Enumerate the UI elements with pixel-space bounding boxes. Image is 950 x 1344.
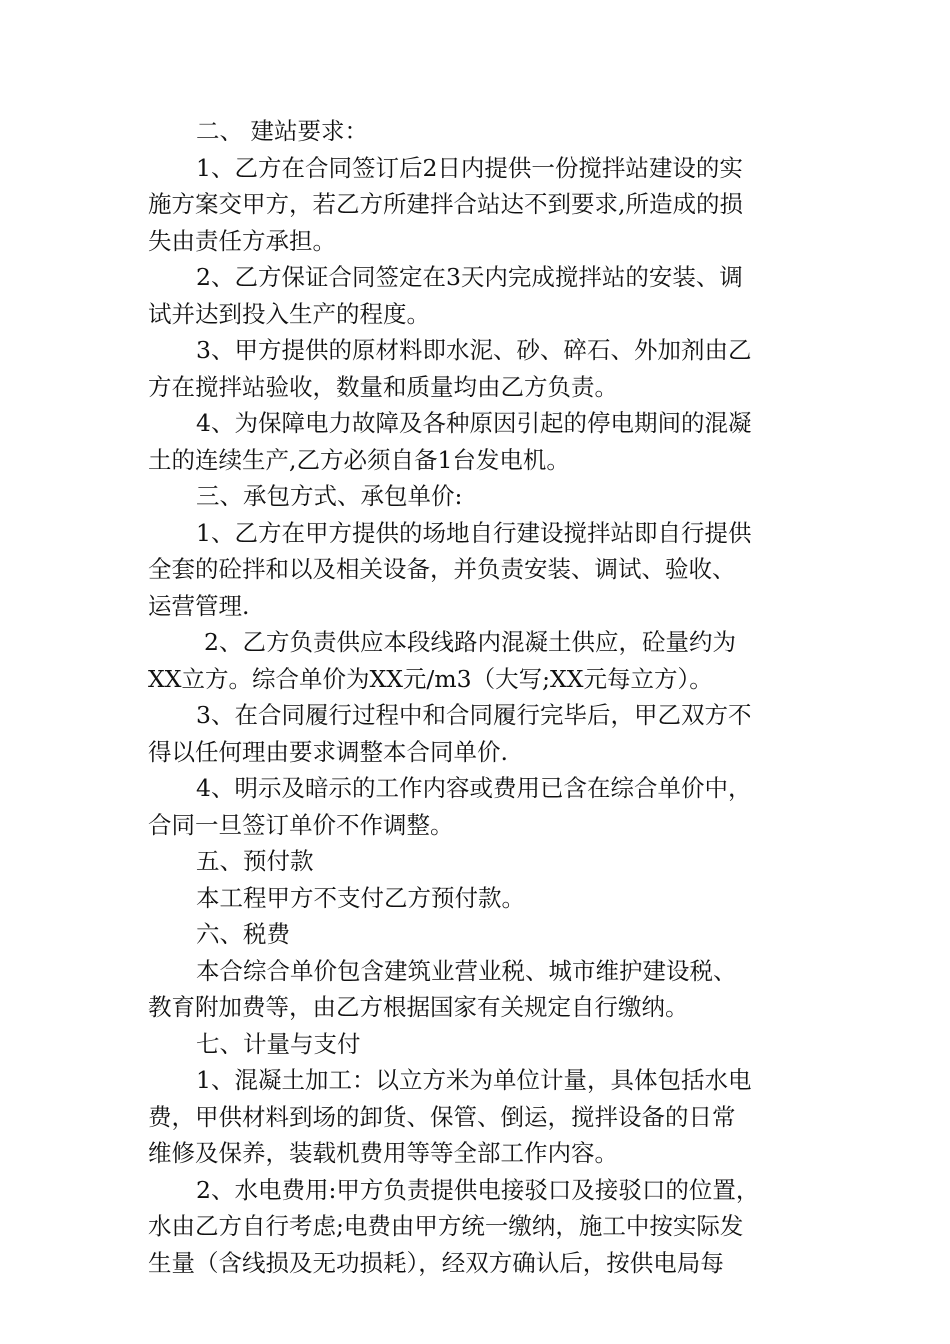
- text-line: 1、混凝土加工：以立方米为单位计量，具体包括水电: [196, 1066, 752, 1094]
- text-line: XX立方。综合单价为XX元/m3（大写;XX元每立方）。: [148, 664, 713, 693]
- text-line: 4、为保障电力故障及各种原因引起的停电期间的混凝: [196, 409, 752, 437]
- text-line: 水由乙方自行考虑;电费由甲方统一缴纳，施工中按实际发: [148, 1212, 744, 1240]
- text-line: 1、乙方在合同签订后2日内提供一份搅拌站建设的实: [196, 153, 743, 182]
- text-line: 施方案交甲方，若乙方所建拌合站达不到要求,所造成的损: [148, 190, 743, 218]
- text-line: 五、预付款: [196, 847, 314, 875]
- text-line: 试并达到投入生产的程度。: [148, 299, 430, 328]
- text-line: 得以任何理由要求调整本合同单价.: [148, 737, 508, 766]
- text-line: 三、承包方式、承包单价:: [196, 482, 463, 510]
- text-line: 方在搅拌站验收，数量和质量均由乙方负责。: [148, 372, 618, 401]
- text-line: 维修及保养，装载机费用等等全部工作内容。: [148, 1139, 618, 1167]
- text-line: 生量（含线损及无功损耗），经双方确认后，按供电局每: [148, 1248, 724, 1277]
- text-line: 2、乙方保证合同签定在3天内完成搅拌站的安装、调: [196, 263, 743, 291]
- text-line: 二、 建站要求：: [196, 117, 368, 145]
- text-line: 七、计量与支付: [196, 1029, 361, 1058]
- text-line: 2、水电费用:甲方负责提供电接驳口及接驳口的位置，: [196, 1175, 760, 1204]
- text-line: 合同一旦签订单价不作调整。: [148, 810, 454, 839]
- text-line: 全套的砼拌和以及相关设备，并负责安装、调试、验收、: [148, 555, 736, 583]
- document-page: [148, 113, 802, 1281]
- text-line: 4、明示及暗示的工作内容或费用已含在综合单价中，: [196, 774, 752, 802]
- text-line: 本合综合单价包含建筑业营业税、城市维护建设税、: [196, 956, 737, 985]
- text-line: 3、甲方提供的原材料即水泥、砂、碎石、外加剂由乙: [196, 336, 752, 364]
- text-line: 土的连续生产,乙方必须自备1台发电机。: [148, 445, 570, 474]
- text-line: 1、乙方在甲方提供的场地自行建设搅拌站即自行提供: [196, 518, 752, 547]
- text-line: 费，甲供材料到场的卸货、保管、倒运，搅拌设备的日常: [148, 1102, 736, 1131]
- text-line: 失由责任方承担。: [148, 226, 336, 255]
- text-line: 六、税费: [196, 920, 290, 948]
- text-line: 3、在合同履行过程中和合同履行完毕后，甲乙双方不: [196, 701, 752, 729]
- text-line: 教育附加费等，由乙方根据国家有关规定自行缴纳。: [148, 993, 689, 1021]
- text-line: 运营管理.: [148, 591, 250, 620]
- text-line: 2、乙方负责供应本段线路内混凝土供应，砼量约为: [204, 628, 736, 656]
- text-line: 本工程甲方不支付乙方预付款。: [196, 883, 525, 912]
